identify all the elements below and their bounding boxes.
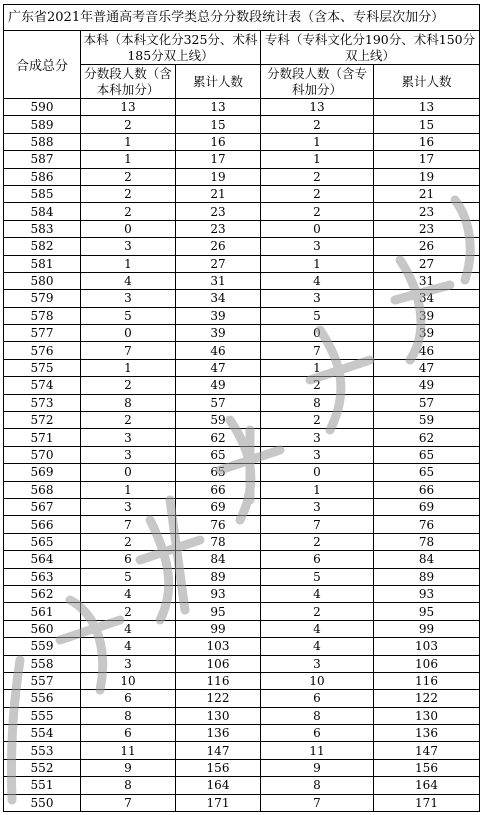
table-row	[4, 342, 480, 359]
benke-cumulative-cell: 49	[176, 377, 261, 394]
benke-segment-cell: 2	[81, 168, 176, 185]
score-cell: 561	[4, 603, 81, 620]
score-cell: 578	[4, 307, 81, 324]
benke-segment-cell: 0	[81, 464, 176, 481]
benke-cumulative-cell: 122	[176, 690, 261, 707]
zhuanke-segment-cell: 0	[261, 325, 374, 342]
zhuanke-cumulative-cell: 15	[374, 116, 480, 133]
score-cell: 557	[4, 672, 81, 689]
score-cell: 559	[4, 638, 81, 655]
zhuanke-segment-cell: 11	[261, 742, 374, 759]
zhuanke-cumulative-cell: 147	[374, 742, 480, 759]
zhuanke-cumulative-cell: 95	[374, 603, 480, 620]
score-cell: 564	[4, 551, 81, 568]
benke-group-header: 本科（本科文化分325分、术科185分双上线）	[81, 31, 261, 65]
score-cell: 580	[4, 272, 81, 289]
benke-cumulative-cell: 26	[176, 238, 261, 255]
zhuanke-cumulative-cell: 23	[374, 203, 480, 220]
zhuanke-cumulative-cell: 65	[374, 464, 480, 481]
benke-segment-cell: 5	[81, 568, 176, 585]
score-cell: 563	[4, 568, 81, 585]
score-cell: 560	[4, 620, 81, 637]
zhuanke-cumulative-cell: 47	[374, 359, 480, 376]
score-table	[3, 4, 480, 812]
score-cell: 565	[4, 533, 81, 550]
benke-segment-cell: 6	[81, 725, 176, 742]
table-row	[4, 533, 480, 550]
score-cell: 558	[4, 655, 81, 672]
benke-segment-cell: 7	[81, 794, 176, 811]
benke-cumulative-cell: 78	[176, 533, 261, 550]
benke-cumulative-cell: 156	[176, 759, 261, 776]
table-row	[4, 603, 480, 620]
zhuanke-cumulative-cell: 66	[374, 481, 480, 498]
zhuanke-cumulative-cell: 93	[374, 585, 480, 602]
zhuanke-cumulative-cell: 49	[374, 377, 480, 394]
zhuanke-cumulative-cell: 84	[374, 551, 480, 568]
zhuanke-segment-cell: 2	[261, 185, 374, 202]
zhuanke-cumulative-cell: 13	[374, 99, 480, 116]
benke-segment-cell: 3	[81, 238, 176, 255]
zhuanke-segment-cell: 1	[261, 359, 374, 376]
table-row	[4, 794, 480, 811]
zhuanke-cumulative-cell: 103	[374, 638, 480, 655]
benke-cumulative-cell: 39	[176, 307, 261, 324]
zhuanke-cumulative-cell: 34	[374, 290, 480, 307]
table-row	[4, 99, 480, 116]
zhuanke-segment-cell: 2	[261, 116, 374, 133]
benke-cumulative-cell: 99	[176, 620, 261, 637]
score-column-header: 合成总分	[4, 31, 81, 99]
zhuanke-segment-cell: 0	[261, 220, 374, 237]
benke-cumulative-cell: 62	[176, 429, 261, 446]
table-row	[4, 620, 480, 637]
zhuanke-cumulative-header: 累计人数	[374, 65, 480, 99]
benke-segment-cell: 3	[81, 498, 176, 515]
benke-segment-cell: 3	[81, 446, 176, 463]
zhuanke-segment-cell: 2	[261, 203, 374, 220]
table-row	[4, 394, 480, 411]
table-row	[4, 672, 480, 689]
zhuanke-segment-cell: 6	[261, 690, 374, 707]
table-row	[4, 325, 480, 342]
zhuanke-cumulative-cell: 116	[374, 672, 480, 689]
zhuanke-segment-cell: 5	[261, 568, 374, 585]
zhuanke-segment-cell: 13	[261, 99, 374, 116]
benke-segment-cell: 8	[81, 777, 176, 794]
score-cell: 568	[4, 481, 81, 498]
benke-cumulative-cell: 136	[176, 725, 261, 742]
zhuanke-cumulative-cell: 23	[374, 220, 480, 237]
table-title: 广东省2021年普通高考音乐学类总分分数段统计表（含本、专科层次加分）	[4, 5, 480, 31]
zhuanke-segment-cell: 7	[261, 342, 374, 359]
zhuanke-segment-cell: 3	[261, 290, 374, 307]
zhuanke-cumulative-cell: 57	[374, 394, 480, 411]
table-row	[4, 655, 480, 672]
benke-segment-cell: 0	[81, 325, 176, 342]
zhuanke-segment-cell: 2	[261, 168, 374, 185]
benke-cumulative-cell: 47	[176, 359, 261, 376]
table-row	[4, 168, 480, 185]
score-cell: 571	[4, 429, 81, 446]
benke-segment-cell: 7	[81, 516, 176, 533]
benke-segment-cell: 8	[81, 707, 176, 724]
benke-cumulative-cell: 147	[176, 742, 261, 759]
benke-segment-cell: 6	[81, 551, 176, 568]
zhuanke-cumulative-cell: 156	[374, 759, 480, 776]
zhuanke-cumulative-cell: 31	[374, 272, 480, 289]
benke-segment-cell: 8	[81, 394, 176, 411]
zhuanke-cumulative-cell: 59	[374, 412, 480, 429]
table-row	[4, 290, 480, 307]
benke-cumulative-cell: 34	[176, 290, 261, 307]
score-cell: 577	[4, 325, 81, 342]
score-cell: 587	[4, 151, 81, 168]
zhuanke-segment-cell: 7	[261, 794, 374, 811]
benke-cumulative-cell: 65	[176, 446, 261, 463]
benke-cumulative-cell: 16	[176, 133, 261, 150]
zhuanke-segment-cell: 6	[261, 725, 374, 742]
zhuanke-cumulative-cell: 21	[374, 185, 480, 202]
zhuanke-cumulative-cell: 39	[374, 307, 480, 324]
score-cell: 553	[4, 742, 81, 759]
benke-segment-header: 分数段人数（含本科加分）	[81, 65, 176, 99]
benke-cumulative-cell: 19	[176, 168, 261, 185]
zhuanke-segment-cell: 6	[261, 551, 374, 568]
benke-cumulative-cell: 95	[176, 603, 261, 620]
benke-segment-cell: 3	[81, 655, 176, 672]
table-row	[4, 585, 480, 602]
table-row	[4, 220, 480, 237]
score-cell: 590	[4, 99, 81, 116]
benke-cumulative-cell: 31	[176, 272, 261, 289]
zhuanke-cumulative-cell: 78	[374, 533, 480, 550]
score-cell: 556	[4, 690, 81, 707]
zhuanke-segment-cell: 2	[261, 377, 374, 394]
table-row	[4, 725, 480, 742]
zhuanke-segment-cell: 3	[261, 446, 374, 463]
benke-cumulative-cell: 66	[176, 481, 261, 498]
zhuanke-cumulative-cell: 19	[374, 168, 480, 185]
benke-cumulative-cell: 106	[176, 655, 261, 672]
score-cell: 589	[4, 116, 81, 133]
zhuanke-segment-cell: 2	[261, 412, 374, 429]
zhuanke-cumulative-cell: 69	[374, 498, 480, 515]
benke-cumulative-cell: 164	[176, 777, 261, 794]
table-row	[4, 412, 480, 429]
zhuanke-segment-cell: 2	[261, 533, 374, 550]
benke-cumulative-cell: 59	[176, 412, 261, 429]
zhuanke-segment-cell: 7	[261, 516, 374, 533]
score-cell: 573	[4, 394, 81, 411]
benke-cumulative-cell: 27	[176, 255, 261, 272]
zhuanke-cumulative-cell: 99	[374, 620, 480, 637]
benke-segment-cell: 13	[81, 99, 176, 116]
score-cell: 588	[4, 133, 81, 150]
benke-segment-cell: 7	[81, 342, 176, 359]
benke-segment-cell: 4	[81, 585, 176, 602]
benke-segment-cell: 11	[81, 742, 176, 759]
benke-segment-cell: 1	[81, 359, 176, 376]
table-row	[4, 255, 480, 272]
zhuanke-cumulative-cell: 62	[374, 429, 480, 446]
score-cell: 551	[4, 777, 81, 794]
score-cell: 550	[4, 794, 81, 811]
benke-segment-cell: 4	[81, 272, 176, 289]
zhuanke-segment-cell: 9	[261, 759, 374, 776]
benke-segment-cell: 2	[81, 203, 176, 220]
score-cell: 576	[4, 342, 81, 359]
benke-cumulative-cell: 69	[176, 498, 261, 515]
zhuanke-cumulative-cell: 17	[374, 151, 480, 168]
zhuanke-cumulative-cell: 46	[374, 342, 480, 359]
table-row	[4, 481, 480, 498]
table-row	[4, 429, 480, 446]
table-row	[4, 498, 480, 515]
benke-segment-cell: 6	[81, 690, 176, 707]
zhuanke-segment-cell: 5	[261, 307, 374, 324]
zhuanke-cumulative-cell: 39	[374, 325, 480, 342]
score-cell: 567	[4, 498, 81, 515]
benke-cumulative-cell: 17	[176, 151, 261, 168]
score-cell: 586	[4, 168, 81, 185]
score-cell: 570	[4, 446, 81, 463]
zhuanke-segment-cell: 0	[261, 464, 374, 481]
zhuanke-cumulative-cell: 27	[374, 255, 480, 272]
score-cell: 555	[4, 707, 81, 724]
benke-segment-cell: 2	[81, 412, 176, 429]
table-row	[4, 690, 480, 707]
table-row	[4, 707, 480, 724]
zhuanke-segment-cell: 1	[261, 151, 374, 168]
zhuanke-segment-cell: 4	[261, 638, 374, 655]
zhuanke-segment-cell: 3	[261, 498, 374, 515]
score-cell: 581	[4, 255, 81, 272]
table-row	[4, 742, 480, 759]
zhuanke-cumulative-cell: 136	[374, 725, 480, 742]
benke-segment-cell: 2	[81, 377, 176, 394]
score-cell: 572	[4, 412, 81, 429]
benke-segment-cell: 4	[81, 620, 176, 637]
benke-cumulative-cell: 57	[176, 394, 261, 411]
score-cell: 554	[4, 725, 81, 742]
benke-cumulative-cell: 93	[176, 585, 261, 602]
table-row	[4, 272, 480, 289]
zhuanke-segment-cell: 1	[261, 481, 374, 498]
zhuanke-segment-cell: 8	[261, 394, 374, 411]
benke-cumulative-cell: 84	[176, 551, 261, 568]
benke-segment-cell: 3	[81, 429, 176, 446]
score-cell: 552	[4, 759, 81, 776]
benke-cumulative-cell: 103	[176, 638, 261, 655]
benke-segment-cell: 10	[81, 672, 176, 689]
benke-segment-cell: 2	[81, 116, 176, 133]
zhuanke-cumulative-cell: 76	[374, 516, 480, 533]
zhuanke-segment-cell: 8	[261, 777, 374, 794]
table-row	[4, 151, 480, 168]
table-row	[4, 203, 480, 220]
benke-cumulative-cell: 15	[176, 116, 261, 133]
score-cell: 569	[4, 464, 81, 481]
zhuanke-cumulative-cell: 164	[374, 777, 480, 794]
benke-cumulative-cell: 130	[176, 707, 261, 724]
zhuanke-segment-cell: 4	[261, 620, 374, 637]
zhuanke-segment-cell: 3	[261, 429, 374, 446]
benke-cumulative-cell: 13	[176, 99, 261, 116]
zhuanke-segment-cell: 2	[261, 603, 374, 620]
table-row	[4, 238, 480, 255]
benke-segment-cell: 1	[81, 255, 176, 272]
zhuanke-segment-cell: 10	[261, 672, 374, 689]
benke-cumulative-cell: 46	[176, 342, 261, 359]
zhuanke-cumulative-cell: 16	[374, 133, 480, 150]
score-cell: 582	[4, 238, 81, 255]
table-row	[4, 777, 480, 794]
benke-segment-cell: 3	[81, 290, 176, 307]
benke-cumulative-cell: 39	[176, 325, 261, 342]
benke-cumulative-header: 累计人数	[176, 65, 261, 99]
benke-cumulative-cell: 23	[176, 220, 261, 237]
benke-cumulative-cell: 76	[176, 516, 261, 533]
benke-segment-cell: 1	[81, 133, 176, 150]
benke-segment-cell: 2	[81, 603, 176, 620]
zhuanke-cumulative-cell: 26	[374, 238, 480, 255]
score-cell: 583	[4, 220, 81, 237]
zhuanke-segment-cell: 3	[261, 238, 374, 255]
table-row	[4, 516, 480, 533]
zhuanke-cumulative-cell: 122	[374, 690, 480, 707]
score-cell: 574	[4, 377, 81, 394]
score-cell: 584	[4, 203, 81, 220]
zhuanke-cumulative-cell: 89	[374, 568, 480, 585]
score-cell: 566	[4, 516, 81, 533]
zhuanke-segment-cell: 4	[261, 272, 374, 289]
benke-segment-cell: 5	[81, 307, 176, 324]
benke-cumulative-cell: 89	[176, 568, 261, 585]
zhuanke-cumulative-cell: 130	[374, 707, 480, 724]
zhuanke-segment-cell: 1	[261, 133, 374, 150]
benke-segment-cell: 4	[81, 638, 176, 655]
benke-segment-cell: 2	[81, 533, 176, 550]
zhuanke-cumulative-cell: 106	[374, 655, 480, 672]
benke-cumulative-cell: 21	[176, 185, 261, 202]
zhuanke-segment-header: 分数段人数（含专科加分）	[261, 65, 374, 99]
table-row	[4, 446, 480, 463]
table-row	[4, 133, 480, 150]
zhuanke-segment-cell: 3	[261, 655, 374, 672]
score-cell: 579	[4, 290, 81, 307]
benke-segment-cell: 2	[81, 185, 176, 202]
zhuanke-cumulative-cell: 171	[374, 794, 480, 811]
score-cell: 562	[4, 585, 81, 602]
benke-segment-cell: 1	[81, 481, 176, 498]
table-row	[4, 307, 480, 324]
table-row	[4, 759, 480, 776]
table-row	[4, 464, 480, 481]
benke-segment-cell: 0	[81, 220, 176, 237]
benke-cumulative-cell: 65	[176, 464, 261, 481]
table-row	[4, 551, 480, 568]
table-row	[4, 638, 480, 655]
table-row	[4, 359, 480, 376]
zhuanke-group-header: 专科（专科文化分190分、术科150分双上线）	[261, 31, 480, 65]
benke-cumulative-cell: 116	[176, 672, 261, 689]
zhuanke-cumulative-cell: 65	[374, 446, 480, 463]
table-row	[4, 116, 480, 133]
table-row	[4, 377, 480, 394]
benke-segment-cell: 1	[81, 151, 176, 168]
zhuanke-segment-cell: 1	[261, 255, 374, 272]
score-cell: 575	[4, 359, 81, 376]
table-row	[4, 568, 480, 585]
benke-cumulative-cell: 23	[176, 203, 261, 220]
score-cell: 585	[4, 185, 81, 202]
table-body	[4, 99, 480, 812]
zhuanke-segment-cell: 4	[261, 585, 374, 602]
table-row	[4, 185, 480, 202]
benke-cumulative-cell: 171	[176, 794, 261, 811]
score-distribution-sheet	[3, 4, 479, 812]
zhuanke-segment-cell: 8	[261, 707, 374, 724]
benke-segment-cell: 9	[81, 759, 176, 776]
